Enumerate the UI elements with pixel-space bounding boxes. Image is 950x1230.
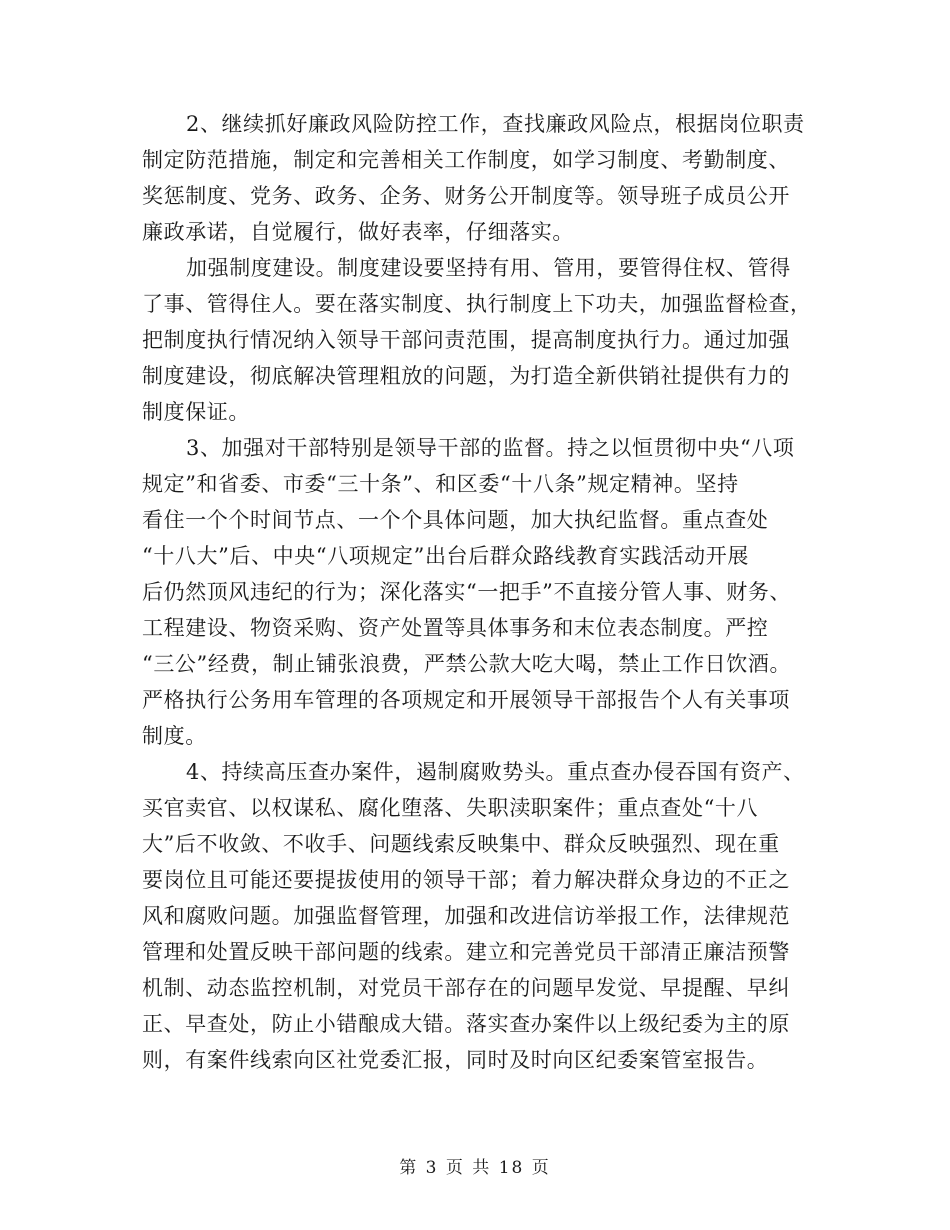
paragraph-4 [142,754,810,1078]
paragraph-line: 工程建设、物资采购、资产处置等具体事务和末位表态制度。严控 [142,616,769,640]
paragraph-line: “三公”经费，制止铺张浪费，严禁公款大吃大喝，禁止工作日饮酒。 [142,652,792,676]
paragraph-line: 买官卖官、以权谋私、腐化堕落、失职渎职案件；重点查处“十八 [142,796,759,820]
paragraph-line: 规定”和省委、市委“三十条”、和区委“十八条”规定精神。坚持 [142,472,739,496]
paragraph-line: 制定防范措施，制定和完善相关工作制度，如学习制度、考勤制度、 [142,148,790,172]
paragraph-line: 严格执行公务用车管理的各项规定和开展领导干部报告个人有关事项 [142,688,790,712]
paragraph-line: 廉政承诺，自觉履行，做好表率，仔细落实。 [142,220,574,244]
paragraph-line: 制度保证。 [142,400,250,424]
paragraph-line: 制度建设，彻底解决管理粗放的问题，为打造全新供销社提供有力的 [142,364,790,388]
paragraph-line: 机制、动态监控机制，对党员干部存在的问题早发觉、早提醒、早纠 [142,976,790,1000]
paragraph-line: 要岗位且可能还要提拔使用的领导干部；着力解决群众身边的不正之 [142,868,790,892]
paragraph-line: 2、继续抓好廉政风险防控工作，查找廉政风险点，根据岗位职责 [186,112,805,136]
paragraph-line: 正、早查处，防止小错酿成大错。落实查办案件以上级纪委为主的原 [142,1012,790,1036]
paragraph-line: 奖惩制度、党务、政务、企务、财务公开制度等。领导班子成员公开 [142,184,790,208]
paragraph-2 [142,250,810,430]
page-number-footer: 第 3 页 共 18 页 [399,1158,551,1178]
paragraph-line: 把制度执行情况纳入领导干部问责范围，提高制度执行力。通过加强 [142,328,790,352]
paragraph-1 [142,106,810,250]
paragraph-line: 风和腐败问题。加强监督管理，加强和改进信访举报工作，法律规范 [142,904,790,928]
paragraph-line: 加强制度建设。制度建设要坚持有用、管用，要管得住权、管得 [186,256,791,280]
paragraph-line: 大”后不收敛、不收手、问题线索反映集中、群众反映强烈、现在重 [142,832,780,856]
paragraph-line: 后仍然顶风违纪的行为；深化落实“一把手”不直接分管人事、财务、 [142,580,792,604]
paragraph-line: 了事、管得住人。要在落实制度、执行制度上下功夫，加强监督检查， [142,292,812,316]
paragraph-line: 3、加强对干部特别是领导干部的监督。持之以恒贯彻中央“八项 [186,436,795,460]
paragraph-3 [142,430,810,754]
paragraph-line: 4、持续高压查办案件，遏制腐败势头。重点查办侵吞国有资产、 [186,760,805,784]
paragraph-line: 管理和处置反映干部问题的线索。建立和完善党员干部清正廉洁预警 [142,940,790,964]
paragraph-line: 看住一个个时间节点、一个个具体问题，加大执纪监督。重点查处 [142,508,769,532]
document-body [142,106,810,1078]
paragraph-line: 则，有案件线索向区社党委汇报，同时及时向区纪委案管室报告。 [142,1048,769,1072]
paragraph-line: 制度。 [142,724,207,748]
paragraph-line: “十八大”后、中央“八项规定”出台后群众路线教育实践活动开展 [142,544,749,568]
